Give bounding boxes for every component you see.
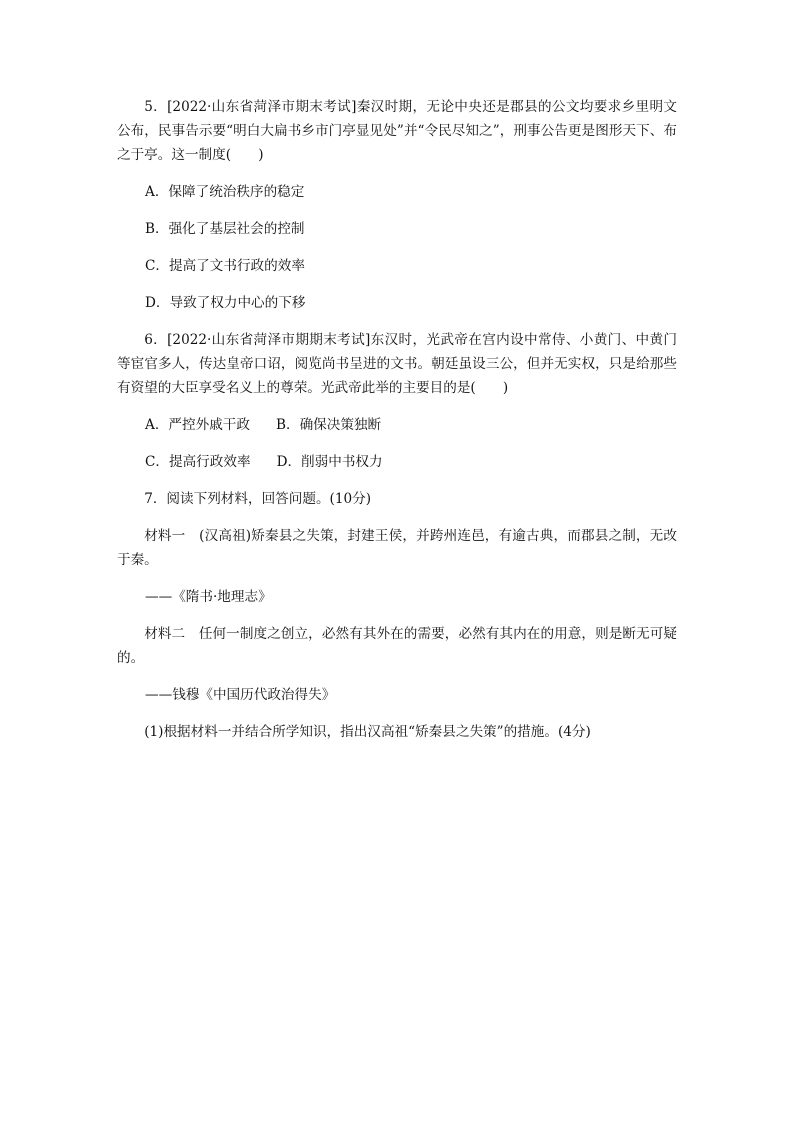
question-6-option-d: D．削弱中书权力 bbox=[276, 454, 383, 470]
question-5-option-c: C．提高了文书行政的效率 bbox=[145, 258, 305, 274]
question-7-material-2 bbox=[117, 622, 677, 670]
question-5-stem: 5．[2022·山东省菏泽市期末考试]秦汉时期，无论中央还是郡县的公文均要求乡里明文公布，民事告示要“明白大扁书乡市门亭显见处”并“令民尽知之”，刑事公告更是图形天下、布之于亭。这一制度( ) bbox=[117, 99, 677, 163]
question-7-subquestion-1: (1)根据材料一并结合所学知识，指出汉高祖“矫秦县之失策”的措施。(4分) bbox=[144, 724, 591, 740]
question-5-option-b: B．强化了基层社会的控制 bbox=[145, 221, 305, 237]
question-5-option-d: D．导致了权力中心的下移 bbox=[145, 295, 306, 311]
material-1-source: ——《隋书·地理志》 bbox=[145, 589, 272, 605]
document-page bbox=[117, 95, 677, 757]
material-2-source: ——钱穆《中国历代政治得失》 bbox=[145, 687, 336, 703]
question-6-option-b: B．确保决策独断 bbox=[275, 417, 382, 433]
material-1-text: (汉高祖)矫秦县之失策，封建王侯，并跨州连邑，有逾古典，而郡县之制，无改于秦。 bbox=[117, 528, 677, 568]
question-6-option-a: A．严控外戚干政 bbox=[145, 417, 250, 433]
question-6-stem: 6．[2022·山东省菏泽市期期末考试]东汉时，光武帝在宫内设中常侍、小黄门、中黄门等宦官多人，传达皇帝口诏，阅览尚书呈进的文书。朝廷虽设三公，但并无实权，只是给那些有资望的大臣享受名义上的尊荣。光武帝此举的主要目的是( ) bbox=[117, 332, 677, 396]
question-7-stem: 7．阅读下列材料，回答问题。(10分) bbox=[144, 491, 372, 507]
material-2-label: 材料二 bbox=[144, 626, 186, 642]
question-5-option-a: A．保障了统治秩序的稳定 bbox=[145, 184, 305, 200]
question-6-options-row-2 bbox=[117, 450, 677, 474]
question-6-option-c: C．提高行政效率 bbox=[145, 454, 251, 470]
material-1-label: 材料一 bbox=[144, 528, 186, 544]
question-7-material-1 bbox=[117, 524, 677, 572]
material-2-text: 任何一制度之创立，必然有其外在的需要，必然有其内在的用意，则是断无可疑的。 bbox=[117, 626, 678, 666]
question-6-options-row-1 bbox=[117, 413, 677, 437]
